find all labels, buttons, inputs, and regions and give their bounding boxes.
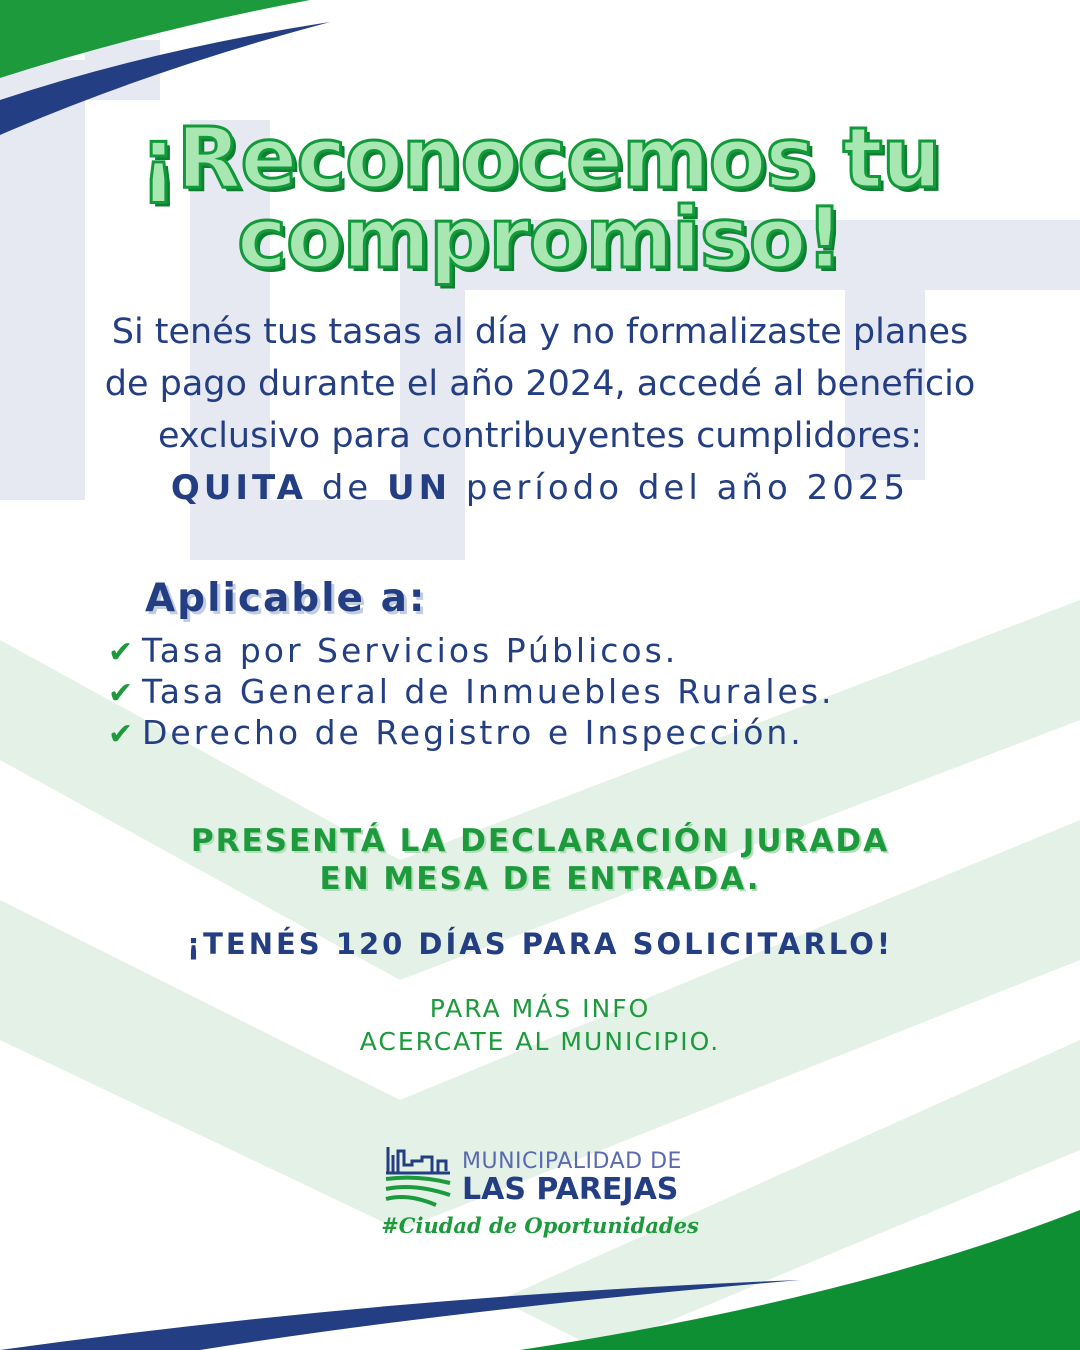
list-item-text: Tasa por Servicios Públicos. bbox=[142, 631, 679, 670]
city-skyline-fields-icon bbox=[384, 1143, 452, 1207]
benefit-quita: QUITA bbox=[170, 468, 307, 508]
list-item bbox=[108, 630, 835, 671]
logo-line-1: MUNICIPALIDAD DE bbox=[462, 1149, 682, 1174]
intro-line-2: de pago durante el año 2024, accedé al beneficio bbox=[104, 364, 976, 404]
list-item bbox=[108, 671, 835, 712]
check-icon: ✔ bbox=[108, 717, 134, 752]
benefit-line bbox=[0, 468, 1080, 508]
logo-line-2: LAS PAREJAS bbox=[462, 1172, 679, 1207]
intro-paragraph bbox=[60, 306, 1020, 462]
info-line-1: PARA MÁS INFO bbox=[429, 994, 651, 1023]
instructions-line-2: EN MESA DE ENTRADA. bbox=[319, 861, 761, 897]
check-icon: ✔ bbox=[108, 635, 134, 670]
instructions-line-1: PRESENTÁ LA DECLARACIÓN JURADA bbox=[190, 823, 890, 859]
benefit-de: de bbox=[321, 468, 373, 508]
intro-line-1: Si tenés tus tasas al día y no formalizaste planes bbox=[111, 312, 969, 352]
instructions bbox=[0, 822, 1080, 898]
check-icon: ✔ bbox=[108, 676, 134, 711]
list-item bbox=[108, 712, 835, 753]
benefit-period: período del año 2025 bbox=[465, 468, 910, 508]
headline-line-1: ¡Reconocemos tu bbox=[139, 109, 941, 207]
intro-line-3: exclusivo para contribuyentes cumplidores: bbox=[157, 416, 923, 456]
aplicable-title: Aplicable a: bbox=[145, 576, 427, 621]
list-item-text: Tasa General de Inmuebles Rurales. bbox=[142, 672, 835, 711]
benefit-un: UN bbox=[387, 468, 452, 508]
info-text bbox=[0, 992, 1080, 1058]
list-item-text: Derecho de Registro e Inspección. bbox=[142, 713, 804, 752]
headline-line-2: compromiso! bbox=[237, 189, 843, 287]
info-line-2: ACERCATE AL MUNICIPIO. bbox=[359, 1027, 721, 1056]
deadline-text: ¡TENÉS 120 DÍAS PARA SOLICITARLO! bbox=[186, 927, 894, 961]
aplicable-list bbox=[108, 630, 835, 753]
slogan: #Ciudad de Oportunidades bbox=[381, 1213, 699, 1238]
